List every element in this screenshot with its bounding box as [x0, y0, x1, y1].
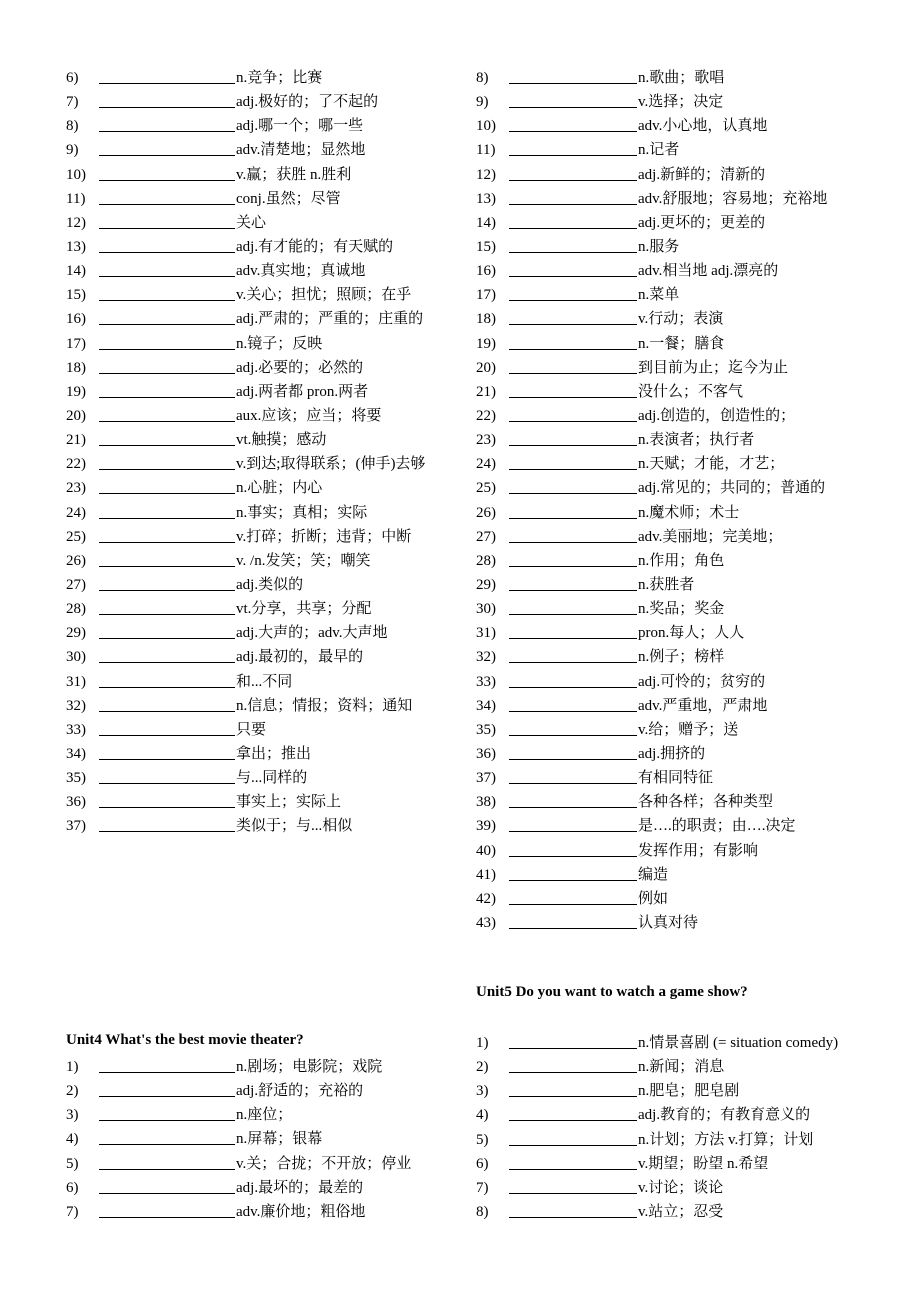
vocab-row	[66, 814, 466, 838]
item-number: 28)	[476, 552, 496, 569]
item-number: 11)	[66, 190, 86, 207]
answer-blank[interactable]	[509, 1170, 637, 1194]
answer-blank[interactable]	[99, 760, 235, 784]
answer-blank[interactable]	[99, 591, 235, 615]
item-definition: adj.拥挤的	[638, 745, 706, 762]
answer-blank[interactable]	[99, 60, 235, 84]
item-definition: adj.有才能的；有天赋的	[236, 238, 394, 255]
vocab-row	[476, 911, 906, 935]
answer-blank[interactable]	[99, 205, 235, 229]
item-number: 20)	[66, 407, 86, 424]
item-definition: n.事实；真相；实际	[236, 504, 368, 521]
item-definition: adj.大声的；adv.大声地	[236, 625, 388, 642]
answer-blank[interactable]	[509, 615, 637, 639]
item-definition: adj.舒适的；充裕的	[236, 1083, 364, 1100]
item-definition: pron.每人；人人	[638, 625, 745, 642]
item-number: 28)	[66, 601, 86, 618]
item-definition: 与...同样的	[236, 770, 308, 787]
answer-blank[interactable]	[99, 181, 235, 205]
item-definition: n.服务	[638, 238, 680, 255]
answer-blank[interactable]	[509, 422, 637, 446]
vocab-row	[66, 1200, 466, 1224]
item-number: 20)	[476, 359, 496, 376]
answer-blank[interactable]	[99, 84, 235, 108]
item-number: 9)	[66, 142, 79, 159]
item-definition: v. /n.发笑；笑；嘲笑	[236, 552, 371, 569]
item-definition: 发挥作用；有影响	[638, 842, 759, 859]
item-number: 13)	[66, 238, 86, 255]
answer-blank[interactable]	[99, 446, 235, 470]
unit4-list	[66, 1055, 466, 1224]
answer-blank[interactable]	[509, 181, 637, 205]
answer-blank[interactable]	[509, 808, 637, 832]
item-number: 26)	[476, 504, 496, 521]
item-definition: 各种各样；各种类型	[638, 794, 774, 811]
item-definition: 例如	[638, 890, 669, 907]
item-definition: n.心脏；内心	[236, 480, 323, 497]
answer-blank[interactable]	[509, 784, 637, 808]
item-number: 10)	[476, 118, 496, 135]
item-number: 27)	[66, 576, 86, 593]
answer-blank[interactable]	[99, 470, 235, 494]
unit5-list	[476, 1031, 906, 1224]
answer-blank[interactable]	[509, 1049, 637, 1073]
answer-blank[interactable]	[509, 326, 637, 350]
item-number: 29)	[66, 625, 86, 642]
item-definition: v.关；合拢；不开放；停业	[236, 1155, 412, 1172]
answer-blank[interactable]	[99, 108, 235, 132]
item-definition: 有相同特征	[638, 770, 714, 787]
item-number: 7)	[66, 1203, 79, 1220]
answer-blank[interactable]	[509, 1097, 637, 1121]
item-number: 23)	[66, 480, 86, 497]
answer-blank[interactable]	[99, 639, 235, 663]
item-number: 22)	[66, 456, 86, 473]
answer-blank[interactable]	[99, 301, 235, 325]
item-number: 17)	[66, 335, 86, 352]
item-number: 21)	[66, 432, 86, 449]
item-number: 37)	[66, 818, 86, 835]
item-definition: adj.类似的	[236, 576, 304, 593]
item-number: 18)	[66, 359, 86, 376]
item-definition: adv.真实地；真诚地	[236, 263, 366, 280]
unit5-title: Unit5 Do you want to watch a game show?	[476, 984, 748, 1000]
item-definition: v.选择；决定	[638, 94, 724, 111]
item-definition: adj.极好的；了不起的	[236, 94, 379, 111]
item-definition: 是….的职责；由….决定	[638, 818, 796, 835]
answer-blank[interactable]	[99, 1146, 235, 1170]
item-definition: vt.触摸；感动	[236, 432, 327, 449]
item-number: 37)	[476, 770, 496, 787]
item-definition: adv.美丽地；完美地；	[638, 528, 783, 545]
item-number: 8)	[476, 70, 489, 86]
answer-blank[interactable]	[99, 229, 235, 253]
item-definition: adv.舒服地；容易地；充裕地	[638, 190, 828, 207]
item-number: 16)	[66, 311, 86, 328]
answer-blank[interactable]	[99, 157, 235, 181]
answer-blank[interactable]	[99, 495, 235, 519]
item-definition: 到目前为止；迄今为止	[638, 359, 789, 376]
item-number: 18)	[476, 311, 496, 328]
item-definition: v.关心；担忧；照顾；在乎	[236, 287, 412, 304]
item-number: 13)	[476, 190, 496, 207]
item-definition: n.镜子；反映	[236, 335, 323, 352]
item-definition: 关心	[236, 214, 267, 231]
item-number: 12)	[66, 214, 86, 231]
answer-blank[interactable]	[99, 519, 235, 543]
answer-blank[interactable]	[509, 760, 637, 784]
item-number: 1)	[476, 1035, 489, 1051]
item-definition: adv.相当地 adj.漂亮的	[638, 263, 779, 280]
item-definition: n.信息；情报；资料；通知	[236, 697, 413, 714]
item-number: 5)	[66, 1155, 79, 1172]
left-column-unit3-list	[66, 66, 466, 839]
answer-blank[interactable]	[509, 301, 637, 325]
answer-blank[interactable]	[99, 253, 235, 277]
item-number: 40)	[476, 842, 496, 859]
item-number: 24)	[476, 456, 496, 473]
item-definition: adj.最坏的；最差的	[236, 1179, 364, 1196]
item-number: 34)	[476, 697, 496, 714]
item-number: 21)	[476, 383, 496, 400]
item-definition: adj.创造的，创造性的；	[638, 407, 796, 424]
item-number: 6)	[66, 70, 79, 86]
item-definition: 只要	[236, 721, 267, 738]
answer-blank[interactable]	[509, 84, 637, 108]
item-definition: adj.最初的，最早的	[236, 649, 364, 666]
answer-blank[interactable]	[99, 567, 235, 591]
answer-blank[interactable]	[99, 422, 235, 446]
answer-blank[interactable]	[509, 639, 637, 663]
item-number: 12)	[476, 166, 496, 183]
vocab-row	[476, 1200, 906, 1224]
answer-blank[interactable]	[509, 60, 637, 84]
answer-blank[interactable]	[509, 374, 637, 398]
item-number: 15)	[66, 287, 86, 304]
item-definition: n.记者	[638, 142, 680, 159]
answer-blank[interactable]	[509, 229, 637, 253]
item-definition: adj.教育的；有教育意义的	[638, 1107, 811, 1124]
item-definition: adj.新鲜的；清新的	[638, 166, 766, 183]
answer-blank[interactable]	[509, 1025, 637, 1049]
item-number: 31)	[66, 673, 86, 690]
item-number: 35)	[476, 721, 496, 738]
item-definition: vt.分享，共享；分配	[236, 601, 372, 618]
item-definition: n.一餐；膳食	[638, 335, 725, 352]
item-number: 36)	[66, 794, 86, 811]
item-number: 19)	[66, 383, 86, 400]
item-definition: n.座位；	[236, 1107, 293, 1124]
item-number: 6)	[476, 1155, 489, 1172]
answer-blank[interactable]	[99, 398, 235, 422]
answer-blank[interactable]	[99, 808, 235, 832]
item-definition: adj.哪一个；哪一些	[236, 118, 364, 135]
item-definition: n.新闻；消息	[638, 1059, 725, 1076]
item-number: 1)	[66, 1059, 79, 1075]
answer-blank[interactable]	[509, 833, 637, 857]
item-number: 6)	[66, 1179, 79, 1196]
answer-blank[interactable]	[99, 1170, 235, 1194]
item-number: 34)	[66, 745, 86, 762]
item-number: 31)	[476, 625, 496, 642]
item-definition: adv.清楚地；显然地	[236, 142, 366, 159]
answer-blank[interactable]	[509, 277, 637, 301]
item-number: 41)	[476, 866, 496, 883]
answer-blank[interactable]	[509, 1194, 637, 1218]
item-definition: n.奖品；奖金	[638, 601, 725, 618]
right-column-unit4-list	[476, 66, 906, 935]
answer-blank[interactable]	[99, 1073, 235, 1097]
answer-blank[interactable]	[509, 519, 637, 543]
item-number: 17)	[476, 287, 496, 304]
item-definition: v.到达;取得联系；(伸手)去够	[236, 456, 426, 473]
item-number: 3)	[476, 1083, 489, 1100]
item-definition: n.计划；方法 v.打算；计划	[638, 1131, 814, 1148]
answer-blank[interactable]	[509, 157, 637, 181]
item-definition: v.赢；获胜 n.胜利	[236, 166, 352, 183]
answer-blank[interactable]	[99, 615, 235, 639]
answer-blank[interactable]	[509, 1122, 637, 1146]
answer-blank[interactable]	[509, 543, 637, 567]
answer-blank[interactable]	[509, 567, 637, 591]
item-number: 7)	[66, 94, 79, 111]
answer-blank[interactable]	[99, 326, 235, 350]
item-number: 23)	[476, 432, 496, 449]
answer-blank[interactable]	[509, 881, 637, 905]
answer-blank[interactable]	[509, 591, 637, 615]
item-definition: n.获胜者	[638, 576, 695, 593]
answer-blank[interactable]	[509, 712, 637, 736]
item-number: 4)	[476, 1107, 489, 1124]
item-definition: 认真对待	[638, 914, 699, 931]
item-definition: n.菜单	[638, 287, 680, 304]
answer-blank[interactable]	[509, 1146, 637, 1170]
item-definition: n.竞争；比赛	[236, 70, 323, 86]
item-number: 2)	[476, 1059, 489, 1076]
item-number: 36)	[476, 745, 496, 762]
item-definition: adj.两者都 pron.两者	[236, 383, 369, 400]
item-number: 43)	[476, 914, 496, 931]
item-definition: 编造	[638, 866, 669, 883]
item-definition: aux.应该；应当；将要	[236, 407, 382, 424]
answer-blank[interactable]	[509, 1073, 637, 1097]
item-definition: 和...不同	[236, 673, 293, 690]
item-definition: adv.小心地，认真地	[638, 118, 768, 135]
answer-blank[interactable]	[509, 857, 637, 881]
item-number: 39)	[476, 818, 496, 835]
answer-blank[interactable]	[509, 108, 637, 132]
item-number: 7)	[476, 1179, 489, 1196]
item-definition: v.讨论；谈论	[638, 1179, 724, 1196]
item-number: 4)	[66, 1131, 79, 1148]
item-number: 32)	[66, 697, 86, 714]
item-definition: v.期望；盼望 n.希望	[638, 1155, 769, 1172]
answer-blank[interactable]	[99, 664, 235, 688]
answer-blank[interactable]	[99, 374, 235, 398]
answer-blank[interactable]	[509, 398, 637, 422]
item-number: 3)	[66, 1107, 79, 1124]
item-definition: adv.廉价地；粗俗地	[236, 1203, 366, 1220]
answer-blank[interactable]	[509, 664, 637, 688]
item-number: 5)	[476, 1131, 489, 1148]
answer-blank[interactable]	[99, 1194, 235, 1218]
answer-blank[interactable]	[509, 736, 637, 760]
answer-blank[interactable]	[99, 132, 235, 156]
item-definition: 拿出；推出	[236, 745, 312, 762]
item-definition: 类似于；与...相似	[236, 818, 353, 835]
item-definition: v.行动；表演	[638, 311, 724, 328]
item-number: 25)	[66, 528, 86, 545]
answer-blank[interactable]	[99, 688, 235, 712]
item-number: 32)	[476, 649, 496, 666]
answer-blank[interactable]	[99, 1121, 235, 1145]
item-definition: n.屏幕；银幕	[236, 1131, 323, 1148]
item-definition: n.例子；榜样	[638, 649, 725, 666]
item-definition: adj.更坏的；更差的	[638, 214, 766, 231]
item-number: 27)	[476, 528, 496, 545]
item-number: 11)	[476, 142, 496, 159]
answer-blank[interactable]	[509, 470, 637, 494]
answer-blank[interactable]	[509, 688, 637, 712]
item-number: 26)	[66, 552, 86, 569]
item-number: 30)	[476, 601, 496, 618]
item-definition: v.打碎；折断；违背；中断	[236, 528, 412, 545]
item-definition: adj.必要的；必然的	[236, 359, 364, 376]
item-definition: v.站立；忍受	[638, 1203, 724, 1220]
answer-blank[interactable]	[509, 253, 637, 277]
answer-blank[interactable]	[99, 712, 235, 736]
item-definition: n.魔术师；术士	[638, 504, 740, 521]
item-definition: adj.可怜的；贫穷的	[638, 673, 766, 690]
answer-blank[interactable]	[99, 350, 235, 374]
item-number: 9)	[476, 94, 489, 111]
item-definition: n.天赋；才能，才艺；	[638, 456, 785, 473]
answer-blank[interactable]	[509, 905, 637, 929]
answer-blank[interactable]	[509, 350, 637, 374]
item-definition: adv.严重地，严肃地	[638, 697, 768, 714]
item-number: 2)	[66, 1083, 79, 1100]
item-number: 33)	[476, 673, 496, 690]
item-definition: n.剧场；电影院；戏院	[236, 1059, 383, 1075]
item-definition: conj.虽然；尽管	[236, 190, 341, 207]
item-number: 30)	[66, 649, 86, 666]
item-number: 15)	[476, 238, 496, 255]
item-definition: adj.严肃的；严重的；庄重的	[236, 311, 424, 328]
item-definition: 事实上；实际上	[236, 794, 342, 811]
item-definition: v.给；赠予；送	[638, 721, 739, 738]
item-number: 10)	[66, 166, 86, 183]
item-number: 16)	[476, 263, 496, 280]
item-number: 14)	[66, 263, 86, 280]
answer-blank[interactable]	[99, 277, 235, 301]
item-number: 38)	[476, 794, 496, 811]
item-number: 14)	[476, 214, 496, 231]
answer-blank[interactable]	[99, 543, 235, 567]
item-definition: n.歌曲；歌唱	[638, 70, 725, 86]
unit4-title: Unit4 What's the best movie theater?	[66, 1032, 304, 1048]
item-definition: n.表演者；执行者	[638, 432, 755, 449]
item-number: 33)	[66, 721, 86, 738]
answer-blank[interactable]	[99, 784, 235, 808]
item-number: 22)	[476, 407, 496, 424]
item-number: 29)	[476, 576, 496, 593]
item-definition: adj.常见的；共同的；普通的	[638, 480, 826, 497]
item-number: 42)	[476, 890, 496, 907]
item-definition: n.情景喜剧 (= situation comedy)	[638, 1035, 839, 1051]
answer-blank[interactable]	[99, 1049, 235, 1073]
answer-blank[interactable]	[99, 1097, 235, 1121]
item-number: 25)	[476, 480, 496, 497]
answer-blank[interactable]	[509, 132, 637, 156]
item-number: 35)	[66, 770, 86, 787]
item-number: 19)	[476, 335, 496, 352]
item-definition: n.肥皂；肥皂剧	[638, 1083, 740, 1100]
answer-blank[interactable]	[99, 736, 235, 760]
answer-blank[interactable]	[509, 446, 637, 470]
item-definition: 没什么；不客气	[638, 383, 744, 400]
item-number: 24)	[66, 504, 86, 521]
item-number: 8)	[66, 118, 79, 135]
item-definition: n.作用；角色	[638, 552, 725, 569]
item-number: 8)	[476, 1203, 489, 1220]
answer-blank[interactable]	[509, 205, 637, 229]
answer-blank[interactable]	[509, 495, 637, 519]
